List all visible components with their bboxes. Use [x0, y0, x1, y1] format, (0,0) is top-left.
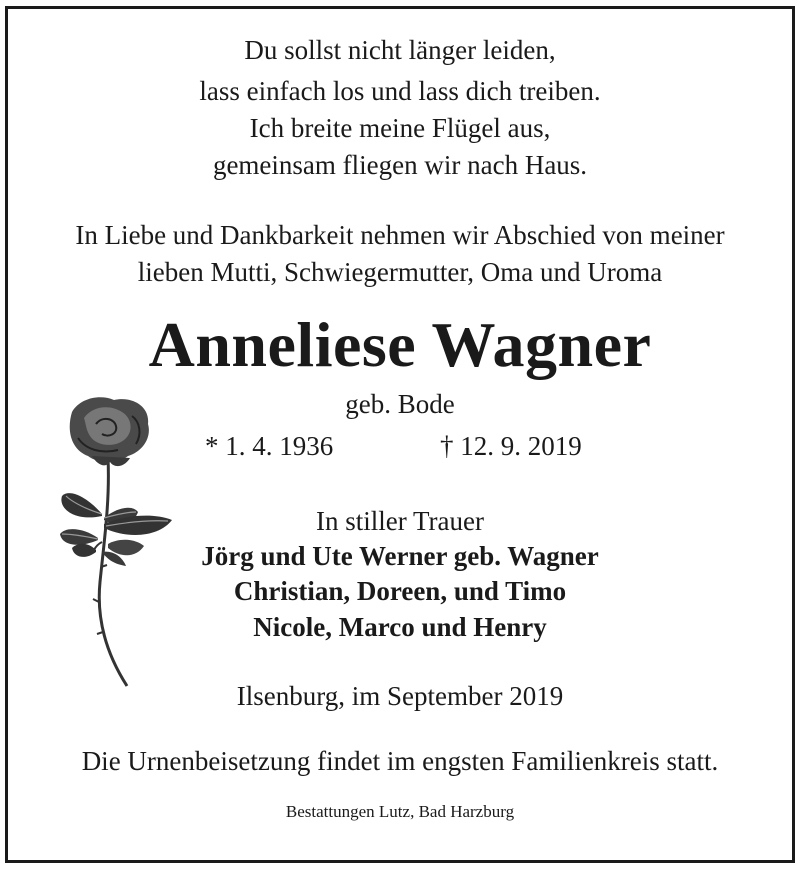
deceased-name: Anneliese Wagner — [148, 309, 652, 380]
maiden-name: geb. Bode — [345, 389, 455, 419]
place-date: Ilsenburg, im September 2019 — [236, 681, 564, 711]
mourner-line-1: Jörg und Ute Werner geb. Wagner — [201, 541, 599, 571]
poem-line-4: gemeinsam fliegen wir nach Haus. — [212, 150, 588, 180]
poem-line-3: Ich breite meine Flügel aus, — [249, 113, 551, 143]
burial-note: Die Urnenbeisetzung findet im engsten Familienkreis statt. — [81, 746, 719, 776]
death-date: † 12. 9. 2019 — [440, 431, 582, 461]
poem-line-1: Du sollst nicht länger leiden, — [244, 35, 556, 65]
mourners-heading: In stiller Trauer — [316, 506, 484, 536]
birth-date: * 1. 4. 1936 — [205, 431, 334, 461]
mourner-line-2: Christian, Doreen, und Timo — [233, 576, 567, 606]
mourner-line-3: Nicole, Marco und Henry — [253, 612, 547, 642]
intro-line-2: lieben Mutti, Schwiegermutter, Oma und Uroma — [137, 257, 663, 287]
undertaker: Bestattungen Lutz, Bad Harzburg — [285, 802, 515, 821]
intro-line-1: In Liebe und Dankbarkeit nehmen wir Abschied von meiner — [75, 220, 725, 250]
poem-line-2: lass einfach los und lass dich treiben. — [199, 76, 601, 106]
